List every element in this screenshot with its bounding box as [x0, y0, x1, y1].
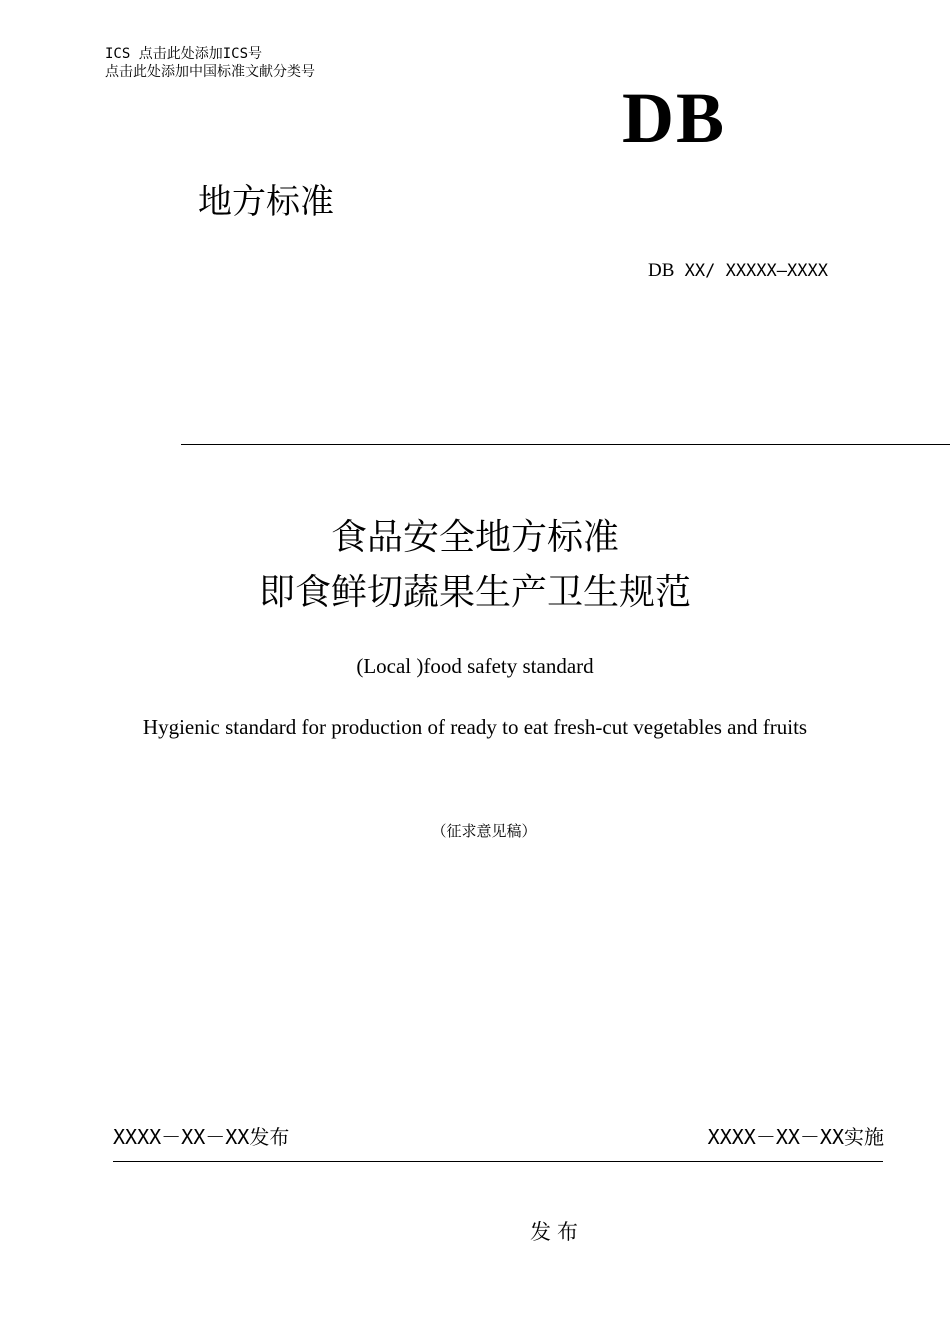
ccs-classification: 点击此处添加中国标准文献分类号	[105, 64, 315, 80]
publish-date: XXXX－XX－XX发布	[113, 1125, 290, 1149]
standard-number-code: XX/ XXXXX—XXXX	[674, 261, 828, 281]
footer-divider	[113, 1161, 883, 1162]
db-logo: DB	[622, 78, 727, 158]
ics-number: ICS 点击此处添加ICS号	[105, 46, 263, 62]
standard-type: 地方标准	[198, 182, 334, 222]
title-line-2: 即食鲜切蔬果生产卫生规范	[258, 572, 691, 613]
english-title-line-2: Hygienic standard for production of ready to eat fresh-cut vegetables and fruits	[142, 715, 808, 739]
issuer: 发布	[530, 1220, 584, 1244]
title-line-1: 食品安全地方标准	[330, 517, 619, 558]
draft-status: （征求意见稿）	[431, 822, 537, 840]
standard-number	[648, 259, 828, 283]
implement-date: XXXX－XX－XX实施	[707, 1125, 884, 1149]
english-title-line-1: (Local )food safety standard	[356, 654, 594, 678]
standard-number-prefix: DB	[648, 260, 675, 281]
header-divider	[181, 444, 950, 445]
